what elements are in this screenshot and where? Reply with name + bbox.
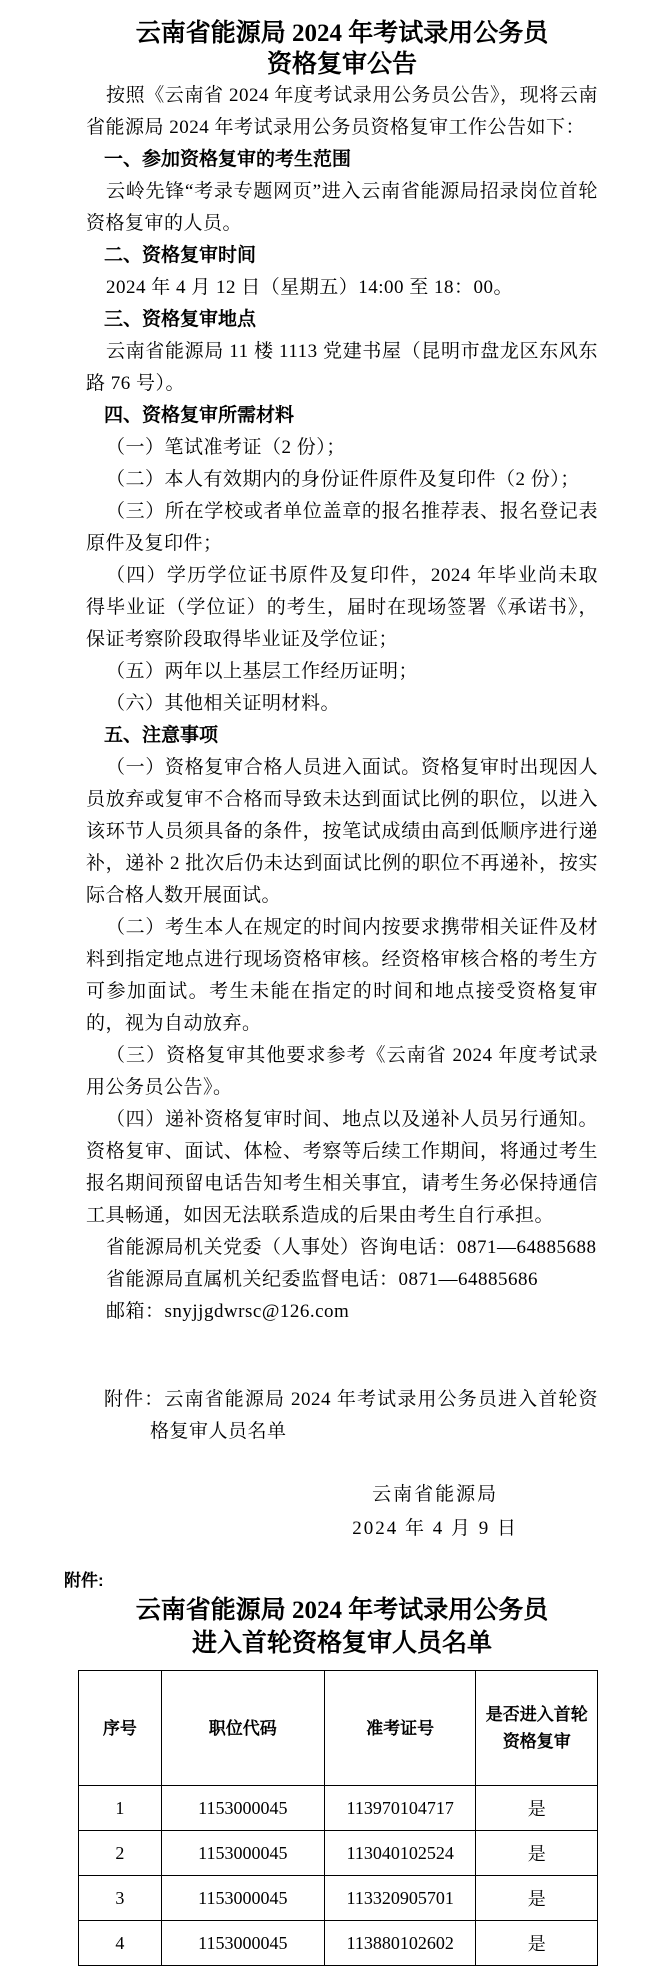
signature-date: 2024 年 4 月 9 日 (352, 1518, 518, 1539)
supervise-phone-line: 省能源局直属机关纪委监督电话：0871—64885686 (106, 1269, 539, 1290)
material-item-6: （六）其他相关证明材料。 (106, 693, 341, 714)
section-1-paragraph: 云岭先锋“考录专题网页”进入云南省能源局招录岗位首轮资格复审的人员。 (86, 181, 598, 234)
table-row (79, 1786, 598, 1831)
cell-seq: 1 (79, 1786, 162, 1831)
cell-first-round: 是 (476, 1921, 598, 1966)
cell-job-code: 1153000045 (161, 1831, 324, 1876)
material-item-5: （五）两年以上基层工作经历证明； (106, 661, 419, 682)
consult-phone-line: 省能源局机关党委（人事处）咨询电话：0871—64885688 (106, 1237, 597, 1258)
section-5-heading: 五、注意事项 (104, 725, 219, 746)
cell-ticket-no: 113880102602 (324, 1921, 476, 1966)
material-item-4: （四）学历学位证书原件及复印件，2024 年毕业尚未取得毕业证（学位证）的考生，届时在现场签署《承诺书》，保证考察阶段取得毕业证及学位证； (86, 565, 598, 650)
section-3-paragraph: 云南省能源局 11 楼 1113 党建书屋（昆明市盘龙区东风东路 76 号）。 (86, 341, 598, 394)
section-2-heading: 二、资格复审时间 (104, 245, 257, 266)
cell-ticket-no: 113320905701 (324, 1876, 476, 1921)
notice-item-3: （三）资格复审其他要求参考《云南省 2024 年度考试录用公务员公告》。 (86, 1045, 598, 1098)
cell-seq: 4 (79, 1921, 162, 1966)
notice-item-4: （四）递补资格复审时间、地点以及递补人员另行通知。资格复审、面试、体检、考察等后续工作期间，将通过考生报名期间预留电话告知考生相关事宜，请考生务必保持通信工具畅通，如因无法联系造成的后果由考生自行承担。 (86, 1109, 598, 1226)
header-ticket-no: 准考证号 (324, 1671, 476, 1786)
notice-item-1: （一）资格复审合格人员进入面试。资格复审时出现因人员放弃或复审不合格而导致未达到面试比例的职位，以进入该环节人员须具备的条件，按笔试成绩由高到低顺序进行递补，递补 2 批次后仍未达到面试比例的职位不再递补，按实际合格人数开展面试。 (86, 757, 598, 906)
section-2-paragraph: 2024 年 4 月 12 日（星期五）14:00 至 18：00。 (106, 277, 514, 298)
roster-table-body (79, 1786, 598, 1966)
attachment-title (86, 1594, 598, 1660)
attachment-note: 附件：云南省能源局 2024 年考试录用公务员进入首轮资格复审人员名单 (104, 1389, 598, 1442)
header-first-round: 是否进入首轮资格复审 (476, 1671, 598, 1786)
cell-ticket-no: 113970104717 (324, 1786, 476, 1831)
cell-job-code: 1153000045 (161, 1786, 324, 1831)
cell-first-round: 是 (476, 1786, 598, 1831)
table-row (79, 1831, 598, 1876)
table-row (79, 1876, 598, 1921)
cell-ticket-no: 113040102524 (324, 1831, 476, 1876)
intro-paragraph: 按照《云南省 2024 年度考试录用公务员公告》，现将云南省能源局 2024 年考试录用公务员资格复审工作公告如下： (86, 85, 598, 138)
signature-org: 云南省能源局 (372, 1484, 499, 1505)
cell-seq: 3 (79, 1876, 162, 1921)
document-title-line2: 资格复审公告 (266, 51, 417, 78)
contact-block (86, 1232, 598, 1328)
cell-seq: 2 (79, 1831, 162, 1876)
attachment-title-line1: 云南省能源局 2024 年考试录用公务员 (135, 1597, 549, 1624)
section-3-heading: 三、资格复审地点 (104, 309, 257, 330)
signature-block (352, 1478, 518, 1546)
section-4-heading: 四、资格复审所需材料 (104, 405, 295, 426)
roster-header-row (79, 1671, 598, 1786)
material-item-3: （三）所在学校或者单位盖章的报名推荐表、报名登记表原件及复印件； (86, 501, 598, 554)
notice-item-2: （二）考生本人在规定的时间内按要求携带相关证件及材料到指定地点进行现场资格审核。经资格审核合格的考生方可参加面试。考生未能在指定的时间和地点接受资格复审的，视为自动放弃。 (86, 917, 598, 1034)
section-1-heading: 一、参加资格复审的考生范围 (104, 149, 352, 170)
roster-table (78, 1670, 598, 1966)
email-line: 邮箱：snyjjgdwrsc@126.com (106, 1301, 350, 1322)
document-title (86, 18, 598, 80)
roster-table-head (79, 1671, 598, 1786)
header-job-code: 职位代码 (161, 1671, 324, 1786)
attachment-title-line2: 进入首轮资格复审人员名单 (191, 1630, 492, 1657)
cell-first-round: 是 (476, 1831, 598, 1876)
header-seq: 序号 (79, 1671, 162, 1786)
table-row (79, 1921, 598, 1966)
material-item-1: （一）笔试准考证（2 份）； (106, 437, 346, 458)
document-title-line1: 云南省能源局 2024 年考试录用公务员 (135, 20, 549, 47)
material-item-2: （二）本人有效期内的身份证件原件及复印件（2 份）； (106, 469, 580, 490)
cell-job-code: 1153000045 (161, 1921, 324, 1966)
cell-first-round: 是 (476, 1876, 598, 1921)
cell-job-code: 1153000045 (161, 1876, 324, 1921)
attachment-label: 附件: (64, 1571, 104, 1590)
